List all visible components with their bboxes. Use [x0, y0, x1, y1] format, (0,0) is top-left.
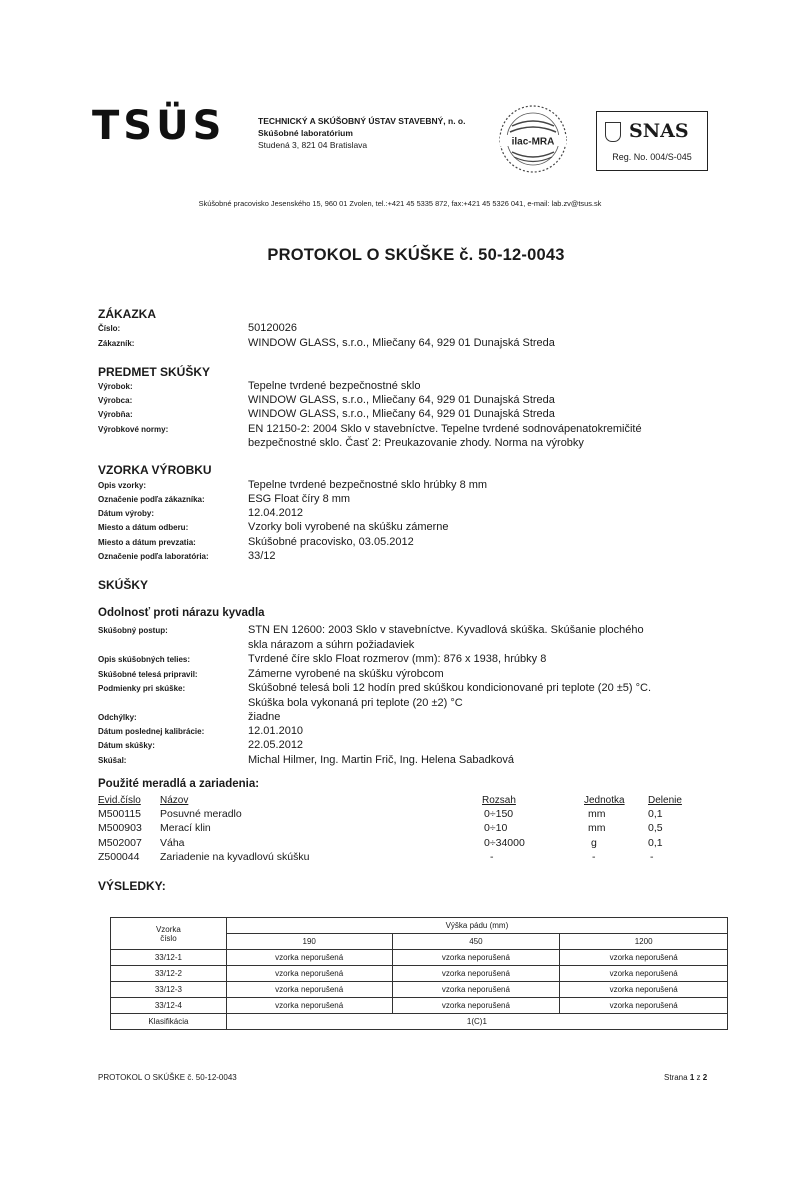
field-value: WINDOW GLASS, s.r.o., Mliečany 64, 929 01 Dunajská Streda: [248, 394, 555, 406]
instrument-id: M500903: [98, 822, 142, 834]
field-label: Opis vzorky:: [98, 481, 147, 490]
height-header: 450: [392, 934, 560, 950]
result-cell: vzorka neporušená: [392, 950, 560, 966]
field-value: 33/12: [248, 550, 276, 562]
field-label: Označenie podľa zákazníka:: [98, 495, 205, 504]
instrument-name: Merací klin: [160, 822, 211, 834]
instrument-range: 0÷34000: [484, 837, 525, 849]
contact-line: Skúšobné pracovisko Jesenského 15, 960 01 Zvolen, tel.:+421 45 5335 872, fax:+421 45 5326 041, e-mail: lab.zv@tsus.sk: [198, 199, 602, 208]
result-cell: vzorka neporušená: [560, 982, 728, 998]
organization-name: TECHNICKÝ A SKÚŠOBNÝ ÚSTAV STAVEBNÝ, n. o.: [258, 116, 466, 126]
field-label: Výrobok:: [98, 382, 133, 391]
field-label: Dátum výroby:: [98, 509, 155, 518]
col-range-header: Rozsah: [482, 795, 516, 806]
result-cell: vzorka neporušená: [392, 982, 560, 998]
instrument-division: 0,1: [648, 837, 663, 849]
result-cell: vzorka neporušená: [560, 966, 728, 982]
ilac-label: ilac-MRA: [511, 136, 555, 148]
field-label: Odchýlky:: [98, 713, 137, 722]
sample-column-header: [111, 918, 227, 950]
sample-header-line2: číslo: [160, 933, 177, 943]
field-value: WINDOW GLASS, s.r.o., Mliečany 64, 929 01 Dunajská Streda: [248, 337, 555, 349]
field-value: Tvrdené číre sklo Float rozmerov (mm): 876 x 1938, hrúbky 8: [248, 653, 547, 665]
instrument-unit: g: [591, 837, 597, 849]
slovak-crest-icon: [605, 122, 621, 142]
col-id-header: Evid.číslo: [98, 795, 141, 806]
field-label: Skúšobný postup:: [98, 626, 168, 635]
instrument-division: 0,1: [648, 808, 663, 820]
field-value: EN 12150-2: 2004 Sklo v stavebníctve. Tepelne tvrdené sodnovápenatokremičité: [248, 423, 642, 435]
field-value: žiadne: [248, 711, 281, 723]
classification-row: [111, 1014, 728, 1030]
organization-lab: Skúšobné laboratórium: [258, 128, 353, 138]
field-value-continuation: Skúška bola vykonaná pri teplote (20 ±2) °C: [248, 697, 463, 709]
result-cell: vzorka neporušená: [560, 998, 728, 1014]
instrument-unit: mm: [588, 822, 606, 834]
result-cell: vzorka neporušená: [226, 950, 392, 966]
field-label: Číslo:: [98, 324, 121, 333]
protocol-title: PROTOKOL O SKÚŠKE č. 50-12-0043: [267, 246, 565, 264]
field-label: Výrobňa:: [98, 410, 133, 419]
field-value: ESG Float číry 8 mm: [248, 493, 351, 505]
instrument-id: M502007: [98, 837, 142, 849]
result-cell: vzorka neporušená: [226, 966, 392, 982]
page-current: 1: [689, 1073, 695, 1082]
field-value: Michal Hilmer, Ing. Martin Frič, Ing. Helena Sabadková: [248, 754, 514, 766]
height-header: 190: [226, 934, 392, 950]
page-prefix: Strana: [664, 1073, 688, 1082]
sample-id-cell: 33/12-3: [111, 982, 227, 998]
field-label: Miesto a dátum prevzatia:: [98, 538, 196, 547]
field-value-continuation: bezpečnostné sklo. Časť 2: Preukazovanie zhody. Norma na výrobky: [248, 437, 584, 449]
table-row: [111, 998, 728, 1014]
instrument-unit: mm: [588, 808, 606, 820]
field-label: Označenie podľa laboratória:: [98, 552, 209, 561]
sample-id-cell: 33/12-2: [111, 966, 227, 982]
footer-protocol-ref: PROTOKOL O SKÚŠKE č. 50-12-0043: [98, 1073, 237, 1082]
snas-name: SNAS: [629, 120, 689, 142]
instrument-division: -: [650, 851, 654, 863]
field-value-continuation: skla nárazom a súhrn požiadaviek: [248, 639, 415, 651]
field-label: Miesto a dátum odberu:: [98, 523, 189, 532]
instrument-name: Posuvné meradlo: [160, 808, 242, 820]
sample-header-line1: Vzorka: [155, 924, 181, 934]
table-row: [111, 950, 728, 966]
instruments-heading: Použité meradlá a zariadenia:: [98, 778, 260, 790]
organization-info: [258, 115, 465, 151]
field-label: Zákazník:: [98, 339, 135, 348]
field-value: Zámerne vyrobené na skúšku výrobcom: [248, 668, 444, 680]
field-value: Tepelne tvrdené bezpečnostné sklo: [248, 380, 421, 392]
test-name-heading: Odolnosť proti nárazu kyvadla: [98, 607, 265, 619]
field-value: Tepelne tvrdené bezpečnostné sklo hrúbky 8 mm: [248, 479, 488, 491]
instrument-division: 0,5: [648, 822, 663, 834]
section-zakazka-heading: ZÁKAZKA: [98, 307, 156, 321]
snas-accreditation-box: [596, 111, 708, 171]
results-table: [110, 917, 728, 1030]
classification-value: 1(C)1: [226, 1014, 727, 1030]
col-division-header: Delenie: [648, 795, 682, 806]
footer-page-number: [664, 1073, 707, 1082]
field-value: Vzorky boli vyrobené na skúšku zámerne: [248, 521, 449, 533]
page-separator: z: [696, 1073, 701, 1082]
table-row: [111, 966, 728, 982]
classification-label: Klasifikácia: [111, 1014, 227, 1030]
field-label: Podmienky pri skúške:: [98, 684, 186, 693]
instrument-range: 0÷10: [484, 822, 508, 834]
sample-id-cell: 33/12-4: [111, 998, 227, 1014]
field-value: STN EN 12600: 2003 Sklo v stavebníctve. Kyvadlová skúška. Skúšanie plochého: [248, 624, 644, 636]
field-label: Skúšal:: [98, 756, 127, 765]
result-cell: vzorka neporušená: [226, 998, 392, 1014]
field-value: 12.01.2010: [248, 725, 304, 737]
instrument-range: 0÷150: [484, 808, 514, 820]
result-cell: vzorka neporušená: [560, 950, 728, 966]
section-skusky-heading: SKÚŠKY: [98, 578, 149, 592]
field-label: Výrobca:: [98, 396, 133, 405]
field-label: Výrobkové normy:: [98, 425, 169, 434]
field-label: Dátum poslednej kalibrácie:: [98, 727, 205, 736]
field-label: Dátum skúšky:: [98, 741, 155, 750]
field-value: 50120026: [248, 322, 297, 334]
results-heading: VÝSLEDKY:: [98, 879, 166, 893]
snas-registration: Reg. No. 004/S-045: [612, 152, 692, 162]
instrument-id: Z500044: [98, 851, 140, 863]
instrument-name: Váha: [160, 837, 185, 849]
result-cell: vzorka neporušená: [226, 982, 392, 998]
table-header-row: [111, 918, 728, 934]
field-value: Skúšobné pracovisko, 03.05.2012: [248, 536, 414, 548]
instrument-id: M500115: [98, 808, 142, 820]
result-cell: vzorka neporušená: [392, 966, 560, 982]
section-vzorka-heading: VZORKA VÝROBKU: [98, 463, 212, 477]
ilac-mra-logo: [498, 104, 568, 174]
instrument-range: -: [490, 851, 494, 863]
sample-id-cell: 33/12-1: [111, 950, 227, 966]
page-total: 2: [702, 1073, 708, 1082]
drop-height-header: Výška pádu (mm): [226, 918, 727, 934]
organization-address: Studená 3, 821 04 Bratislava: [258, 140, 368, 150]
result-cell: vzorka neporušená: [392, 998, 560, 1014]
section-predmet-heading: PREDMET SKÚŠKY: [98, 365, 211, 379]
col-name-header: Názov: [160, 795, 189, 806]
field-value: 12.04.2012: [248, 507, 304, 519]
instrument-name: Zariadenie na kyvadlovú skúšku: [160, 851, 310, 863]
field-value: WINDOW GLASS, s.r.o., Mliečany 64, 929 01 Dunajská Streda: [248, 408, 555, 420]
field-label: Opis skúšobných telies:: [98, 655, 191, 664]
height-header: 1200: [560, 934, 728, 950]
field-value: 22.05.2012: [248, 739, 304, 751]
col-unit-header: Jednotka: [584, 795, 625, 806]
tsus-logo: TSÜS: [92, 103, 226, 149]
instrument-unit: -: [592, 851, 596, 863]
field-value: Skúšobné telesá boli 12 hodín pred skúškou kondicionované pri teplote (20 ±5) °C.: [248, 682, 652, 694]
field-label: Skúšobné telesá pripravil:: [98, 670, 198, 679]
table-row: [111, 982, 728, 998]
